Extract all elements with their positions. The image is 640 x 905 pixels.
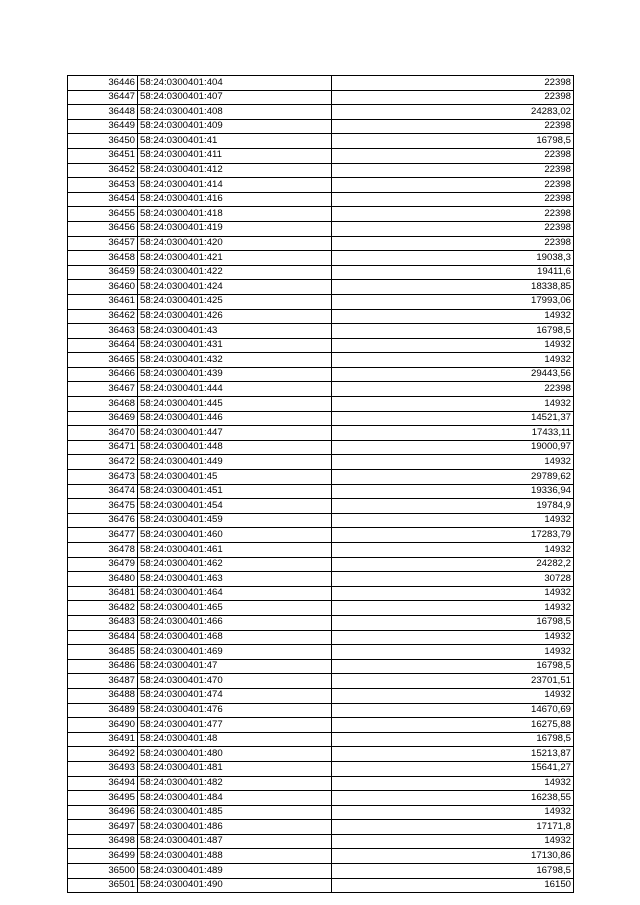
value-cell: 17130,86 bbox=[332, 849, 574, 864]
value-cell: 19038,3 bbox=[332, 251, 574, 266]
row-number-cell: 36496 bbox=[68, 805, 138, 820]
table-row bbox=[68, 703, 574, 718]
row-number-cell: 36472 bbox=[68, 455, 138, 470]
row-number-cell: 36475 bbox=[68, 499, 138, 514]
value-cell: 16798,5 bbox=[332, 659, 574, 674]
cadastral-number-cell: 58:24:0300401:448 bbox=[138, 440, 332, 455]
row-number-cell: 36470 bbox=[68, 426, 138, 441]
value-cell: 17993,06 bbox=[332, 294, 574, 309]
row-number-cell: 36488 bbox=[68, 688, 138, 703]
cadastral-number-cell: 58:24:0300401:451 bbox=[138, 484, 332, 499]
row-number-cell: 36474 bbox=[68, 484, 138, 499]
row-number-cell: 36450 bbox=[68, 134, 138, 149]
cadastral-number-cell: 58:24:0300401:447 bbox=[138, 426, 332, 441]
value-cell: 19784,9 bbox=[332, 499, 574, 514]
value-cell: 22398 bbox=[332, 163, 574, 178]
table-row bbox=[68, 367, 574, 382]
value-cell: 14932 bbox=[332, 776, 574, 791]
table-row bbox=[68, 353, 574, 368]
row-number-cell: 36455 bbox=[68, 207, 138, 222]
row-number-cell: 36492 bbox=[68, 747, 138, 762]
cadastral-number-cell: 58:24:0300401:464 bbox=[138, 586, 332, 601]
table-row bbox=[68, 294, 574, 309]
row-number-cell: 36497 bbox=[68, 820, 138, 835]
cadastral-number-cell: 58:24:0300401:439 bbox=[138, 367, 332, 382]
row-number-cell: 36494 bbox=[68, 776, 138, 791]
table-row bbox=[68, 878, 574, 893]
value-cell: 17283,79 bbox=[332, 528, 574, 543]
table-row bbox=[68, 411, 574, 426]
table-row bbox=[68, 119, 574, 134]
row-number-cell: 36501 bbox=[68, 878, 138, 893]
row-number-cell: 36458 bbox=[68, 251, 138, 266]
table-row bbox=[68, 90, 574, 105]
row-number-cell: 36454 bbox=[68, 192, 138, 207]
table-row bbox=[68, 397, 574, 412]
table-row bbox=[68, 791, 574, 806]
table-row bbox=[68, 601, 574, 616]
table-row bbox=[68, 324, 574, 339]
value-cell: 16798,5 bbox=[332, 324, 574, 339]
row-number-cell: 36452 bbox=[68, 163, 138, 178]
cadastral-number-cell: 58:24:0300401:476 bbox=[138, 703, 332, 718]
cadastral-number-cell: 58:24:0300401:420 bbox=[138, 236, 332, 251]
row-number-cell: 36480 bbox=[68, 572, 138, 587]
value-cell: 14932 bbox=[332, 834, 574, 849]
value-cell: 14932 bbox=[332, 513, 574, 528]
row-number-cell: 36469 bbox=[68, 411, 138, 426]
row-number-cell: 36479 bbox=[68, 557, 138, 572]
table-row bbox=[68, 470, 574, 485]
cadastral-number-cell: 58:24:0300401:470 bbox=[138, 674, 332, 689]
cadastral-number-cell: 58:24:0300401:474 bbox=[138, 688, 332, 703]
row-number-cell: 36447 bbox=[68, 90, 138, 105]
cadastral-number-cell: 58:24:0300401:466 bbox=[138, 615, 332, 630]
value-cell: 15213,87 bbox=[332, 747, 574, 762]
value-cell: 22398 bbox=[332, 90, 574, 105]
cadastral-number-cell: 58:24:0300401:481 bbox=[138, 761, 332, 776]
cadastral-number-cell: 58:24:0300401:45 bbox=[138, 470, 332, 485]
row-number-cell: 36481 bbox=[68, 586, 138, 601]
row-number-cell: 36493 bbox=[68, 761, 138, 776]
table-row bbox=[68, 426, 574, 441]
table-row bbox=[68, 221, 574, 236]
cadastral-number-cell: 58:24:0300401:454 bbox=[138, 499, 332, 514]
value-cell: 14932 bbox=[332, 353, 574, 368]
cadastral-number-cell: 58:24:0300401:459 bbox=[138, 513, 332, 528]
value-cell: 16275,88 bbox=[332, 718, 574, 733]
cadastral-number-cell: 58:24:0300401:469 bbox=[138, 645, 332, 660]
table-row bbox=[68, 659, 574, 674]
table-row bbox=[68, 178, 574, 193]
row-number-cell: 36500 bbox=[68, 864, 138, 879]
cadastral-number-cell: 58:24:0300401:449 bbox=[138, 455, 332, 470]
table-row bbox=[68, 630, 574, 645]
cadastral-number-cell: 58:24:0300401:462 bbox=[138, 557, 332, 572]
table-row bbox=[68, 455, 574, 470]
table-row bbox=[68, 105, 574, 120]
row-number-cell: 36456 bbox=[68, 221, 138, 236]
table-row bbox=[68, 513, 574, 528]
table-row bbox=[68, 309, 574, 324]
cadastral-number-cell: 58:24:0300401:47 bbox=[138, 659, 332, 674]
value-cell: 22398 bbox=[332, 207, 574, 222]
table-row bbox=[68, 615, 574, 630]
row-number-cell: 36448 bbox=[68, 105, 138, 120]
value-cell: 18338,85 bbox=[332, 280, 574, 295]
cadastral-number-cell: 58:24:0300401:461 bbox=[138, 543, 332, 558]
cadastral-number-cell: 58:24:0300401:489 bbox=[138, 864, 332, 879]
row-number-cell: 36446 bbox=[68, 76, 138, 91]
row-number-cell: 36468 bbox=[68, 397, 138, 412]
cadastral-number-cell: 58:24:0300401:407 bbox=[138, 90, 332, 105]
value-cell: 19000,97 bbox=[332, 440, 574, 455]
cadastral-number-cell: 58:24:0300401:490 bbox=[138, 878, 332, 893]
value-cell: 23701,51 bbox=[332, 674, 574, 689]
value-cell: 19411,6 bbox=[332, 265, 574, 280]
table-row bbox=[68, 805, 574, 820]
table-row bbox=[68, 440, 574, 455]
row-number-cell: 36457 bbox=[68, 236, 138, 251]
table-row bbox=[68, 499, 574, 514]
value-cell: 14932 bbox=[332, 630, 574, 645]
table-row bbox=[68, 207, 574, 222]
row-number-cell: 36477 bbox=[68, 528, 138, 543]
value-cell: 22398 bbox=[332, 221, 574, 236]
table-row bbox=[68, 864, 574, 879]
value-cell: 24283,02 bbox=[332, 105, 574, 120]
table-row bbox=[68, 586, 574, 601]
table-row bbox=[68, 776, 574, 791]
row-number-cell: 36462 bbox=[68, 309, 138, 324]
value-cell: 14932 bbox=[332, 338, 574, 353]
value-cell: 16798,5 bbox=[332, 615, 574, 630]
value-cell: 16798,5 bbox=[332, 864, 574, 879]
registry-table bbox=[67, 75, 574, 893]
row-number-cell: 36451 bbox=[68, 148, 138, 163]
table-row bbox=[68, 572, 574, 587]
value-cell: 29789,62 bbox=[332, 470, 574, 485]
value-cell: 14932 bbox=[332, 601, 574, 616]
cadastral-number-cell: 58:24:0300401:486 bbox=[138, 820, 332, 835]
cadastral-number-cell: 58:24:0300401:404 bbox=[138, 76, 332, 91]
value-cell: 22398 bbox=[332, 178, 574, 193]
value-cell: 22398 bbox=[332, 192, 574, 207]
table-row bbox=[68, 265, 574, 280]
row-number-cell: 36487 bbox=[68, 674, 138, 689]
row-number-cell: 36498 bbox=[68, 834, 138, 849]
cadastral-number-cell: 58:24:0300401:487 bbox=[138, 834, 332, 849]
cadastral-number-cell: 58:24:0300401:43 bbox=[138, 324, 332, 339]
row-number-cell: 36485 bbox=[68, 645, 138, 660]
table-row bbox=[68, 674, 574, 689]
value-cell: 17171,8 bbox=[332, 820, 574, 835]
row-number-cell: 36459 bbox=[68, 265, 138, 280]
table-row bbox=[68, 280, 574, 295]
table-row bbox=[68, 236, 574, 251]
value-cell: 16798,5 bbox=[332, 732, 574, 747]
row-number-cell: 36460 bbox=[68, 280, 138, 295]
table-row bbox=[68, 163, 574, 178]
row-number-cell: 36482 bbox=[68, 601, 138, 616]
cadastral-number-cell: 58:24:0300401:408 bbox=[138, 105, 332, 120]
cadastral-number-cell: 58:24:0300401:446 bbox=[138, 411, 332, 426]
value-cell: 14932 bbox=[332, 309, 574, 324]
cadastral-number-cell: 58:24:0300401:424 bbox=[138, 280, 332, 295]
row-number-cell: 36490 bbox=[68, 718, 138, 733]
row-number-cell: 36495 bbox=[68, 791, 138, 806]
table-body bbox=[68, 76, 574, 893]
table-row bbox=[68, 747, 574, 762]
cadastral-number-cell: 58:24:0300401:477 bbox=[138, 718, 332, 733]
row-number-cell: 36467 bbox=[68, 382, 138, 397]
cadastral-number-cell: 58:24:0300401:419 bbox=[138, 221, 332, 236]
cadastral-number-cell: 58:24:0300401:431 bbox=[138, 338, 332, 353]
value-cell: 15641,27 bbox=[332, 761, 574, 776]
value-cell: 16238,55 bbox=[332, 791, 574, 806]
value-cell: 14932 bbox=[332, 543, 574, 558]
table-row bbox=[68, 528, 574, 543]
value-cell: 22398 bbox=[332, 76, 574, 91]
table-row bbox=[68, 834, 574, 849]
row-number-cell: 36484 bbox=[68, 630, 138, 645]
table-row bbox=[68, 688, 574, 703]
row-number-cell: 36463 bbox=[68, 324, 138, 339]
table-row bbox=[68, 192, 574, 207]
table-row bbox=[68, 557, 574, 572]
cadastral-number-cell: 58:24:0300401:484 bbox=[138, 791, 332, 806]
cadastral-number-cell: 58:24:0300401:482 bbox=[138, 776, 332, 791]
value-cell: 22398 bbox=[332, 382, 574, 397]
table-row bbox=[68, 76, 574, 91]
cadastral-number-cell: 58:24:0300401:422 bbox=[138, 265, 332, 280]
row-number-cell: 36476 bbox=[68, 513, 138, 528]
cadastral-number-cell: 58:24:0300401:412 bbox=[138, 163, 332, 178]
cadastral-number-cell: 58:24:0300401:480 bbox=[138, 747, 332, 762]
cadastral-number-cell: 58:24:0300401:409 bbox=[138, 119, 332, 134]
cadastral-number-cell: 58:24:0300401:488 bbox=[138, 849, 332, 864]
table-row bbox=[68, 543, 574, 558]
cadastral-number-cell: 58:24:0300401:426 bbox=[138, 309, 332, 324]
row-number-cell: 36489 bbox=[68, 703, 138, 718]
row-number-cell: 36453 bbox=[68, 178, 138, 193]
value-cell: 14521,37 bbox=[332, 411, 574, 426]
table-row bbox=[68, 484, 574, 499]
value-cell: 14670,69 bbox=[332, 703, 574, 718]
row-number-cell: 36466 bbox=[68, 367, 138, 382]
table-row bbox=[68, 382, 574, 397]
cadastral-number-cell: 58:24:0300401:485 bbox=[138, 805, 332, 820]
row-number-cell: 36473 bbox=[68, 470, 138, 485]
value-cell: 22398 bbox=[332, 236, 574, 251]
table-row bbox=[68, 134, 574, 149]
value-cell: 17433,11 bbox=[332, 426, 574, 441]
row-number-cell: 36449 bbox=[68, 119, 138, 134]
table-row bbox=[68, 645, 574, 660]
row-number-cell: 36465 bbox=[68, 353, 138, 368]
value-cell: 30728 bbox=[332, 572, 574, 587]
cadastral-number-cell: 58:24:0300401:418 bbox=[138, 207, 332, 222]
value-cell: 14932 bbox=[332, 805, 574, 820]
cadastral-number-cell: 58:24:0300401:41 bbox=[138, 134, 332, 149]
cadastral-number-cell: 58:24:0300401:416 bbox=[138, 192, 332, 207]
cadastral-number-cell: 58:24:0300401:48 bbox=[138, 732, 332, 747]
table-row bbox=[68, 820, 574, 835]
cadastral-number-cell: 58:24:0300401:421 bbox=[138, 251, 332, 266]
cadastral-number-cell: 58:24:0300401:444 bbox=[138, 382, 332, 397]
row-number-cell: 36483 bbox=[68, 615, 138, 630]
row-number-cell: 36491 bbox=[68, 732, 138, 747]
value-cell: 24282,2 bbox=[332, 557, 574, 572]
table-row bbox=[68, 761, 574, 776]
cadastral-number-cell: 58:24:0300401:460 bbox=[138, 528, 332, 543]
value-cell: 14932 bbox=[332, 688, 574, 703]
cadastral-number-cell: 58:24:0300401:463 bbox=[138, 572, 332, 587]
row-number-cell: 36464 bbox=[68, 338, 138, 353]
value-cell: 22398 bbox=[332, 148, 574, 163]
cadastral-number-cell: 58:24:0300401:465 bbox=[138, 601, 332, 616]
row-number-cell: 36471 bbox=[68, 440, 138, 455]
value-cell: 14932 bbox=[332, 397, 574, 412]
row-number-cell: 36461 bbox=[68, 294, 138, 309]
value-cell: 14932 bbox=[332, 645, 574, 660]
table-row bbox=[68, 338, 574, 353]
row-number-cell: 36486 bbox=[68, 659, 138, 674]
row-number-cell: 36499 bbox=[68, 849, 138, 864]
table-row bbox=[68, 251, 574, 266]
value-cell: 22398 bbox=[332, 119, 574, 134]
table-row bbox=[68, 148, 574, 163]
cadastral-number-cell: 58:24:0300401:411 bbox=[138, 148, 332, 163]
value-cell: 16150 bbox=[332, 878, 574, 893]
value-cell: 14932 bbox=[332, 586, 574, 601]
table-row bbox=[68, 849, 574, 864]
cadastral-number-cell: 58:24:0300401:432 bbox=[138, 353, 332, 368]
cadastral-number-cell: 58:24:0300401:468 bbox=[138, 630, 332, 645]
table-row bbox=[68, 732, 574, 747]
table-row bbox=[68, 718, 574, 733]
value-cell: 29443,56 bbox=[332, 367, 574, 382]
cadastral-number-cell: 58:24:0300401:425 bbox=[138, 294, 332, 309]
value-cell: 19336,94 bbox=[332, 484, 574, 499]
cadastral-number-cell: 58:24:0300401:445 bbox=[138, 397, 332, 412]
value-cell: 16798,5 bbox=[332, 134, 574, 149]
value-cell: 14932 bbox=[332, 455, 574, 470]
row-number-cell: 36478 bbox=[68, 543, 138, 558]
cadastral-number-cell: 58:24:0300401:414 bbox=[138, 178, 332, 193]
